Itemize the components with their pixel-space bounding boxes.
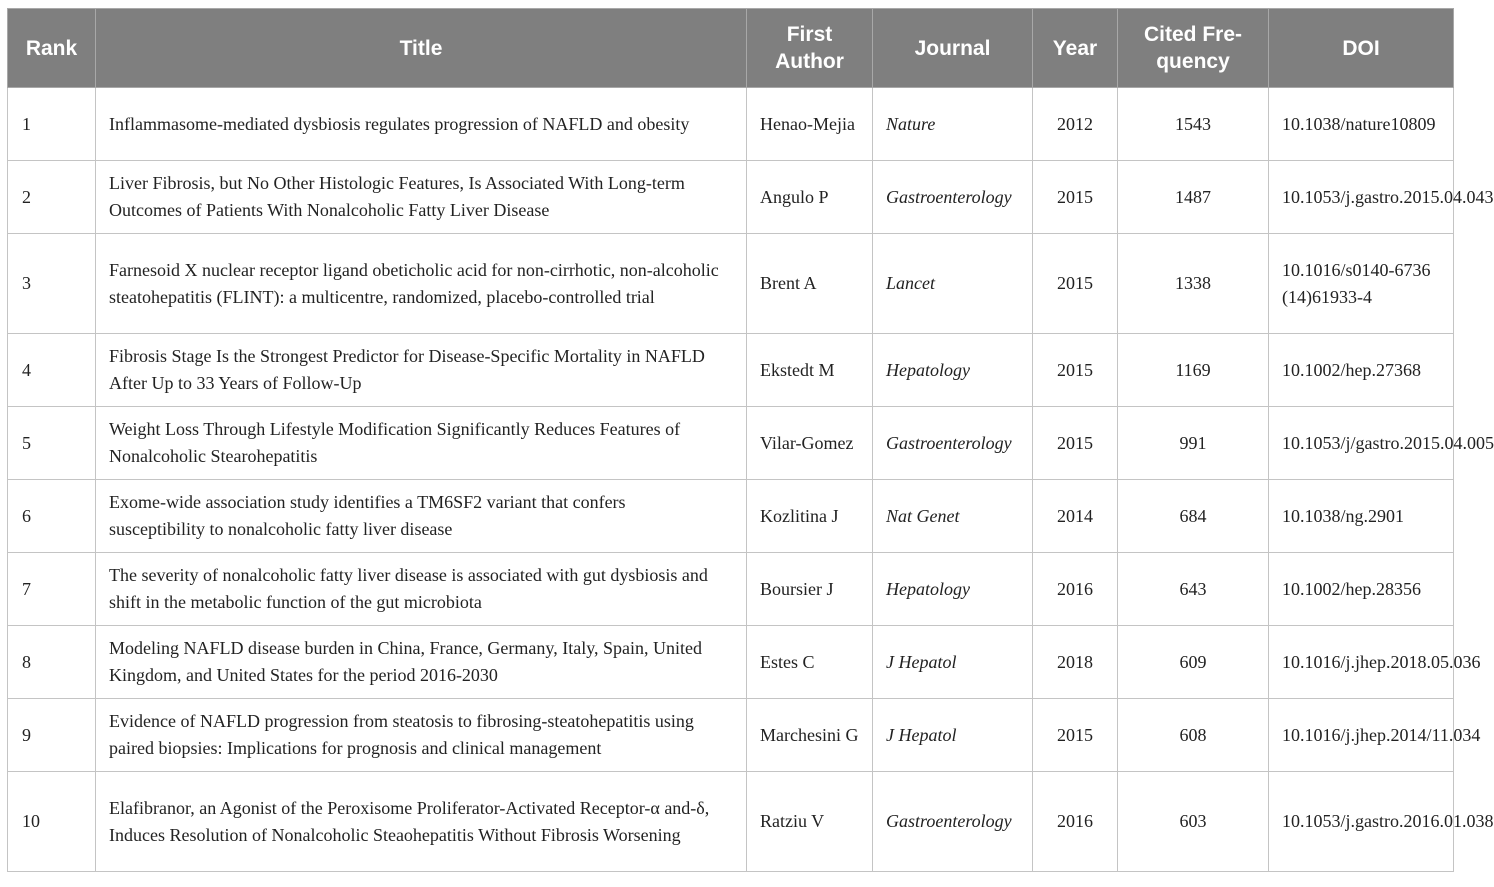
cell-year: 2016 (1033, 772, 1118, 872)
cell-cited-frequency: 1487 (1118, 161, 1269, 234)
cell-doi: 10.1053/j/gastro.2015.04.005 (1269, 407, 1454, 480)
cell-year: 2015 (1033, 234, 1118, 334)
header-doi: DOI (1269, 9, 1454, 88)
cell-rank: 5 (8, 407, 96, 480)
cell-year: 2015 (1033, 699, 1118, 772)
cell-year: 2015 (1033, 407, 1118, 480)
cell-rank: 8 (8, 626, 96, 699)
cell-doi: 10.1002/hep.27368 (1269, 334, 1454, 407)
cell-year: 2015 (1033, 161, 1118, 234)
cell-first-author: Kozlitina J (747, 480, 873, 553)
table-row (8, 407, 1454, 480)
table-header (8, 9, 1454, 88)
cell-first-author: Marchesini G (747, 699, 873, 772)
header-cited-line1: Cited Fre- (1143, 23, 1242, 46)
cell-cited-frequency: 991 (1118, 407, 1269, 480)
header-cited-line2: quency (1156, 50, 1230, 73)
cell-title: Farnesoid X nuclear receptor ligand obeticholic acid for non-cirrhotic, non-alcoholic steatohepatitis (FLINT): a multicentre, randomized, placebo-controlled trial (96, 234, 747, 334)
cell-journal: Hepatology (873, 553, 1033, 626)
cell-year: 2016 (1033, 553, 1118, 626)
cell-first-author: Brent A (747, 234, 873, 334)
cell-cited-frequency: 1338 (1118, 234, 1269, 334)
cell-journal: Gastroenterology (873, 407, 1033, 480)
cell-cited-frequency: 608 (1118, 699, 1269, 772)
cell-journal: Gastroenterology (873, 161, 1033, 234)
table-row (8, 553, 1454, 626)
cell-first-author: Estes C (747, 626, 873, 699)
cell-rank: 10 (8, 772, 96, 872)
cell-journal: Lancet (873, 234, 1033, 334)
header-cited-frequency (1118, 9, 1269, 88)
table-row (8, 699, 1454, 772)
table-row (8, 161, 1454, 234)
cell-rank: 6 (8, 480, 96, 553)
cell-journal: Hepatology (873, 334, 1033, 407)
cell-cited-frequency: 1543 (1118, 88, 1269, 161)
cell-title: Inflammasome-mediated dysbiosis regulates progression of NAFLD and obesity (96, 88, 747, 161)
cell-cited-frequency: 643 (1118, 553, 1269, 626)
cell-title: Liver Fibrosis, but No Other Histologic Features, Is Associated With Long-term Outcomes of Patients With Nonalcoholic Fatty Liver Disease (96, 161, 747, 234)
header-journal: Journal (873, 9, 1033, 88)
table-row (8, 772, 1454, 872)
header-first-author (747, 9, 873, 88)
cell-title: Weight Loss Through Lifestyle Modification Significantly Reduces Features of Nonalcoholic Stearohepatitis (96, 407, 747, 480)
cell-year: 2012 (1033, 88, 1118, 161)
cell-first-author: Angulo P (747, 161, 873, 234)
header-first-author-line2: Author (775, 50, 844, 73)
cell-first-author: Vilar-Gomez (747, 407, 873, 480)
cell-doi: 10.1038/ng.2901 (1269, 480, 1454, 553)
cell-rank: 3 (8, 234, 96, 334)
cell-doi: 10.1002/hep.28356 (1269, 553, 1454, 626)
cell-title: Exome-wide association study identifies a TM6SF2 variant that confers susceptibility to nonalcoholic fatty liver disease (96, 480, 747, 553)
cell-title: Fibrosis Stage Is the Strongest Predictor for Disease-Specific Mortality in NAFLD After Up to 33 Years of Follow-Up (96, 334, 747, 407)
cell-rank: 4 (8, 334, 96, 407)
cell-doi: 10.1016/s0140-6736 (14)61933-4 (1269, 234, 1454, 334)
cell-journal: J Hepatol (873, 626, 1033, 699)
header-title: Title (96, 9, 747, 88)
header-year: Year (1033, 9, 1118, 88)
cell-doi: 10.1038/nature10809 (1269, 88, 1454, 161)
header-first-author-line1: First (786, 23, 833, 46)
header-rank: Rank (8, 9, 96, 88)
cell-journal: J Hepatol (873, 699, 1033, 772)
cell-year: 2018 (1033, 626, 1118, 699)
cell-doi: 10.1016/j.jhep.2018.05.036 (1269, 626, 1454, 699)
cell-year: 2014 (1033, 480, 1118, 553)
table-row (8, 626, 1454, 699)
cell-cited-frequency: 684 (1118, 480, 1269, 553)
cell-first-author: Henao-Mejia (747, 88, 873, 161)
table-row (8, 88, 1454, 161)
cell-rank: 9 (8, 699, 96, 772)
cell-rank: 1 (8, 88, 96, 161)
cell-doi: 10.1053/j.gastro.2016.01.038 (1269, 772, 1454, 872)
cell-cited-frequency: 1169 (1118, 334, 1269, 407)
table-row (8, 234, 1454, 334)
citations-table (7, 8, 1494, 872)
cell-title: Elafibranor, an Agonist of the Peroxisome Proliferator-Activated Receptor-α and-δ, Induces Resolution of Nonalcoholic Steaohepatitis Without Fibrosis Worsening (96, 772, 747, 872)
cell-cited-frequency: 609 (1118, 626, 1269, 699)
cell-title: The severity of nonalcoholic fatty liver disease is associated with gut dysbiosis and shift in the metabolic function of the gut microbiota (96, 553, 747, 626)
cell-year: 2015 (1033, 334, 1118, 407)
cell-title: Modeling NAFLD disease burden in China, France, Germany, Italy, Spain, United Kingdom, and United States for the period 2016-2030 (96, 626, 747, 699)
cell-cited-frequency: 603 (1118, 772, 1269, 872)
cell-journal: Nature (873, 88, 1033, 161)
cell-doi: 10.1016/j.jhep.2014/11.034 (1269, 699, 1454, 772)
cell-title: Evidence of NAFLD progression from steatosis to fibrosing-steatohepatitis using paired biopsies: Implications for prognosis and clinical management (96, 699, 747, 772)
cell-rank: 2 (8, 161, 96, 234)
cell-first-author: Ekstedt M (747, 334, 873, 407)
cell-doi: 10.1053/j.gastro.2015.04.043 (1269, 161, 1454, 234)
table-row (8, 334, 1454, 407)
cell-first-author: Ratziu V (747, 772, 873, 872)
table-row (8, 480, 1454, 553)
cell-rank: 7 (8, 553, 96, 626)
header-row (8, 9, 1454, 88)
cell-journal: Nat Genet (873, 480, 1033, 553)
cell-first-author: Boursier J (747, 553, 873, 626)
cell-journal: Gastroenterology (873, 772, 1033, 872)
table-body (8, 88, 1494, 872)
